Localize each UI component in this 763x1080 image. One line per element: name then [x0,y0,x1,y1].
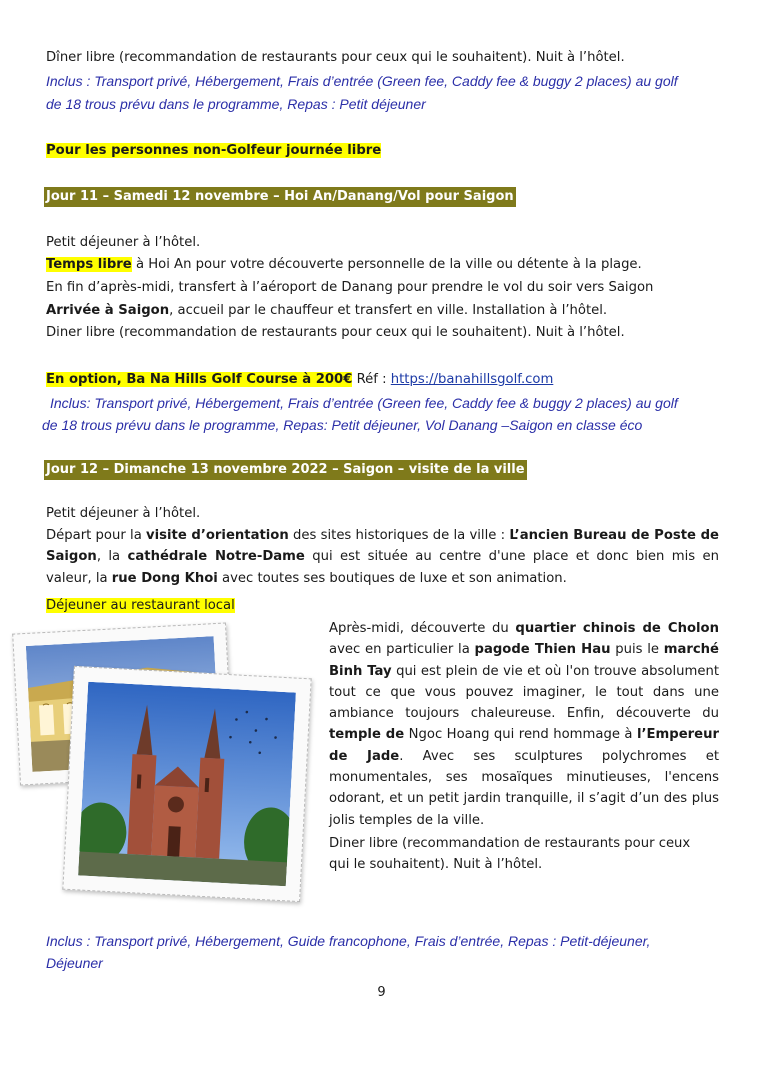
cholon-b: quartier chinois de Cholon [515,621,719,636]
non-golfer-highlight: Pour les personnes non-Golfeur journée libre [46,143,382,158]
page-number: 9 [377,985,386,1000]
cholon-e: puis le [610,642,664,658]
cathedral-image [78,682,296,887]
included-line-2: de 18 trous prévu dans le programme, Repas : Petit déjeuner [46,96,426,112]
day-12-title: Jour 12 – Dimanche 13 novembre 2022 – Saigon – visite de la ville [44,460,527,480]
day-12-breakfast: Petit déjeuner à l’hôtel. [46,506,201,521]
day-12-included-1: Inclus : Transport privé, Hébergement, Guide francophone, Frais d’entrée, Repas : Petit-déjeuner, [46,933,651,949]
day-11-dinner: Diner libre (recommandation de restaurants pour ceux qui le souhaitent). Nuit à l’hôtel. [46,325,625,340]
orient-e: , la [96,549,128,565]
cholon-k: . Avec ses sculptures polychromes et monumentales, ses mosaïques minutieuses, l'encens odorant, et un petit jardin tranquille, il s’agit d’un des plus jolis temples de la ville. [329,748,719,828]
cathedral-photo [78,682,296,887]
cholon-c: avec en particulier la [329,642,475,658]
free-time-highlight: Temps libre [46,257,132,272]
cholon-g: qui est plein de vie et où l'on trouve absolument tout ce que vous pouvez imaginer, le tout dans une ambiance toujours chaleureuse. Enfin, découverte du [329,663,719,722]
day-11-included-1: Inclus: Transport privé, Hébergement, Frais d’entrée (Green fee, Caddy fee & buggy 2 places) au golf [50,395,678,411]
arrival-text: , accueil par le chauffeur et transfert en ville. Installation à l’hôtel. [169,303,608,318]
day-11-arrival [46,300,607,322]
orient-b: visite d’orientation [146,528,289,543]
free-time-text: à Hoi An pour votre découverte personnelle de la ville ou détente à la plage. [131,257,642,272]
cholon-d: pagode Thien Hau [474,642,611,658]
orient-c: des sites historiques de la ville : [288,528,510,543]
day-11-title: Jour 11 – Samedi 12 novembre – Hoi An/Danang/Vol pour Saigon [44,187,516,207]
orient-i: avec toutes ses boutiques de luxe et son animation. [217,570,567,586]
day-11-included-2: de 18 trous prévu dans le programme, Repas: Petit déjeuner, Vol Danang –Saigon en classe éco [42,417,643,433]
cathedral-stamp [62,666,311,902]
arrival-bold: Arrivée à Saigon [46,303,170,318]
option-ref: Réf : [352,372,391,387]
orient-d: L’ancien Bureau de Poste de Saigon [46,528,720,565]
orient-a: Départ pour la [46,528,147,543]
orient-g: qui est située au centre d'une place et donc bien mis en valeur, la [46,549,719,586]
orient-f: cathédrale Notre-Dame [127,549,305,565]
dinner-text: Dîner libre (recommandation de restaurants pour ceux qui le souhaitent). Nuit à l’hôtel. [46,50,625,65]
day-11-breakfast: Petit déjeuner à l’hôtel. [46,235,201,250]
cholon-i: Ngoc Hoang qui rend hommage à [404,727,637,743]
included-line-1: Inclus : Transport privé, Hébergement, Frais d’entrée (Green fee, Caddy fee & buggy 2 places) au golf [46,73,678,89]
cholon-h: temple de [329,727,405,743]
day-12-included-2: Déjeuner [46,955,103,971]
day-12-orientation-paragraph [46,525,719,589]
cholon-paragraph [329,618,719,831]
lunch-highlight: Déjeuner au restaurant local [46,598,235,613]
day-12-dinner: Diner libre (recommandation de restaurants pour ceux qui le souhaitent). Nuit à l’hôtel. [329,836,691,873]
banahills-link[interactable]: https://banahillsgolf.com [390,372,554,387]
lunch-note [46,595,235,617]
option-line [46,369,553,391]
day-11-free-time [46,254,642,276]
non-golfer-note [46,140,381,162]
option-highlight: En option, Ba Na Hills Golf Course à 200€ [46,372,353,387]
cholon-j: l’Empereur de Jade [329,727,719,764]
day-11-transfer: En fin d’après-midi, transfert à l’aéroport de Danang pour prendre le vol du soir vers Saigon [46,280,654,295]
orient-h: rue Dong Khoi [111,570,218,586]
cholon-f: marché Binh Tay [329,642,719,679]
cholon-a: Après-midi, découverte du [329,621,516,636]
